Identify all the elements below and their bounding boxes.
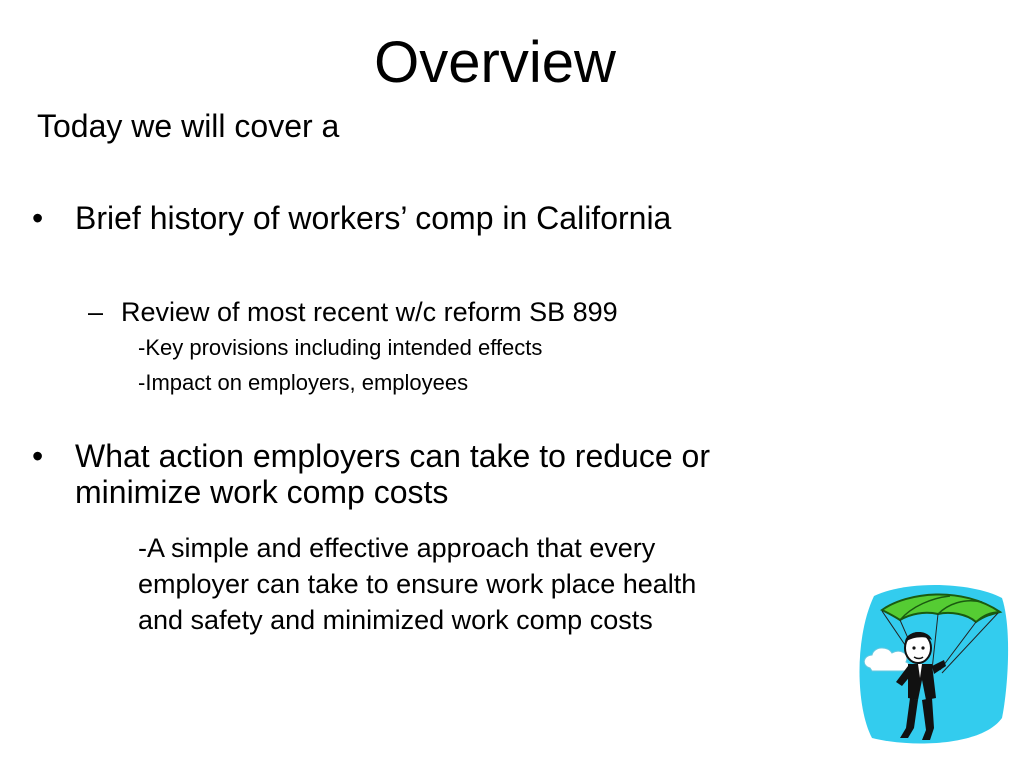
- sub-sub-item: -Key provisions including intended effects: [138, 335, 543, 360]
- bullet-text-line: What action employers can take to reduce or: [75, 438, 710, 474]
- paragraph-line: -A simple and effective approach that every: [138, 533, 656, 563]
- paragraph-line: employer can take to ensure work place health: [138, 569, 697, 599]
- dash-marker: –: [88, 297, 104, 327]
- intro-text: Today we will cover a: [37, 108, 340, 144]
- bullet-text: Brief history of workers’ comp in California: [75, 200, 672, 236]
- slide-title: Overview: [374, 30, 616, 95]
- bullet-marker: •: [32, 438, 44, 474]
- detail-paragraph: [138, 530, 858, 638]
- bullet-text: [75, 438, 710, 510]
- paragraph-line: and safety and minimized work comp costs: [138, 605, 653, 635]
- sub-bullet-text: Review of most recent w/c reform SB 899: [121, 297, 618, 327]
- bullet-marker: •: [32, 200, 44, 236]
- bullet-text-line: minimize work comp costs: [75, 474, 449, 510]
- sub-sub-item: -Impact on employers, employees: [138, 370, 469, 395]
- parachuting-businessman-icon: [852, 578, 1012, 750]
